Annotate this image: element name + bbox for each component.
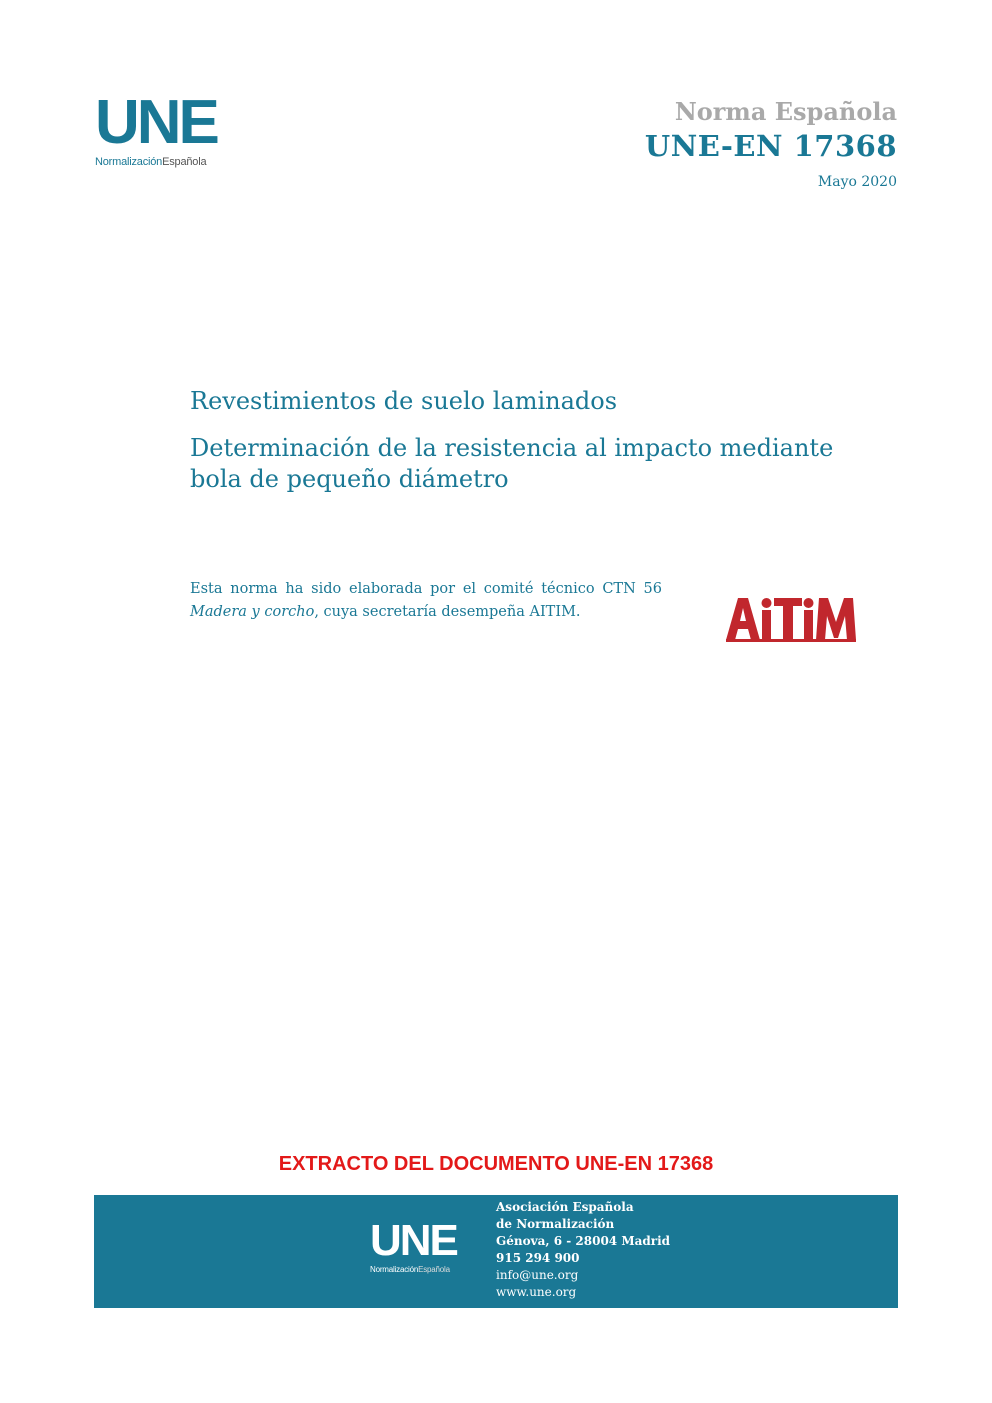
document-header	[645, 96, 897, 190]
committee-text-a: Esta norma ha sido elaborada por el comité técnico CTN 56	[190, 581, 662, 597]
org-phone: 915 294 900	[496, 1251, 580, 1265]
title-line-2: Determinación de la resistencia al impacto mediante bola de pequeño diámetro	[190, 434, 834, 493]
footer-une-logo	[370, 1216, 457, 1274]
committee-text-b: , cuya secretaría desempeña AITIM.	[314, 604, 581, 620]
title-line-1: Revestimientos de suelo laminados	[190, 387, 618, 415]
une-logo-sub-a: Normalización	[95, 156, 163, 168]
aitim-logo	[724, 592, 858, 646]
footer-band	[94, 1195, 898, 1308]
org-email[interactable]: info@une.org	[496, 1268, 579, 1282]
footer-logo-sub-a: Normalización	[370, 1265, 419, 1274]
footer-contact	[496, 1199, 670, 1301]
org-address: Génova, 6 - 28004 Madrid	[496, 1234, 671, 1248]
org-website[interactable]: www.une.org	[496, 1285, 577, 1299]
norma-label: Norma Española	[674, 97, 897, 126]
publication-date: Mayo 2020	[817, 174, 897, 190]
une-logo-mark: UNE	[95, 88, 217, 157]
une-logo	[95, 88, 217, 168]
org-name-line-1: Asociación Española	[496, 1200, 634, 1214]
une-logo-sub-b: Española	[162, 156, 207, 168]
standard-code: UNE-EN 17368	[644, 129, 897, 163]
footer-logo-subtitle	[370, 1265, 457, 1274]
committee-text	[190, 578, 662, 624]
footer-logo-mark: UNE	[370, 1216, 457, 1265]
une-logo-subtitle	[95, 156, 217, 168]
footer-logo-sub-b: Española	[418, 1265, 450, 1274]
document-titles	[190, 386, 890, 495]
extract-notice: EXTRACTO DEL DOCUMENTO UNE-EN 17368	[278, 1153, 714, 1175]
committee-name: Madera y corcho	[190, 604, 315, 620]
org-name-line-2: de Normalización	[496, 1217, 615, 1231]
